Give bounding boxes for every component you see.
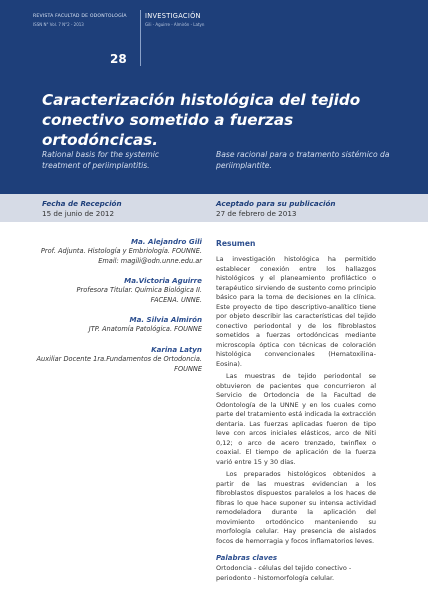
author-block bbox=[30, 276, 202, 305]
author-name: Ma. Alejandro Gili bbox=[130, 237, 202, 246]
subtitle-english: Rational basis for the systemic treatment of periimplantitis. bbox=[42, 150, 160, 170]
authors-column bbox=[30, 237, 202, 384]
received-date: 15 de junio de 2012 bbox=[42, 209, 115, 218]
accepted-label: Aceptado para su publicación bbox=[216, 199, 336, 208]
author-name: Ma. Silvia Almirón bbox=[129, 315, 202, 325]
author-name: Ma.Victoria Aguirre bbox=[124, 276, 202, 286]
author-affiliation: Profesora Titular. Química Biológica II. bbox=[76, 286, 202, 295]
accepted-date: 27 de febrero de 2013 bbox=[216, 209, 297, 218]
author-name: Karina Latyn bbox=[151, 344, 202, 354]
received-label: Fecha de Recepción bbox=[42, 199, 122, 208]
author-affiliation: Prof. Adjunta. Histología y Embriología. FOUNNE. bbox=[40, 247, 202, 255]
keywords-text: Ortodoncia - células del tejido conectivo - periodonto - histomorfología celular. bbox=[216, 564, 352, 582]
header-authors: Gili - Aguirre - Almirón - Latyn bbox=[145, 22, 205, 27]
author-email: Email: magili@odn.unne.edu.ar bbox=[98, 256, 202, 265]
author-affiliation: FOUNNE bbox=[174, 364, 202, 373]
author-affiliation: Auxiliar Docente 1ra.Fundamentos de Ortodoncia. bbox=[36, 354, 202, 363]
author-block bbox=[30, 345, 202, 374]
page-number: 28 bbox=[110, 52, 127, 66]
abstract-column bbox=[216, 239, 376, 583]
author-affiliation: FACENA. UNNE. bbox=[150, 295, 202, 304]
article-title: Caracterización histológica del tejido conectivo sometido a fuerzas ortodóncicas. bbox=[42, 91, 361, 149]
journal-name: REVISTA FACULTAD DE ODONTOLOGÍA bbox=[33, 14, 127, 19]
journal-info bbox=[33, 14, 127, 27]
section-label: INVESTIGACIÓN bbox=[145, 12, 201, 20]
author-affiliation: JTP. Anatomía Patológica. FOUNNE bbox=[88, 325, 202, 334]
header-band bbox=[0, 0, 428, 194]
abstract-paragraph: La investigación histológica ha permitido establecer conexión entre los hallazgos histológicos y el planeamiento profiláctico o terapéutico sirviendo de sustento como principio básico para la toma de decisiones en la clínica. Este proyecto de tipo descriptivo-analítico tiene por objeto describir las características del tejido conectivo periodontal y de los fibroblastos sometidos a fuerzas ortodóncicas mediante microscopía óptica con técnicas de coloración histológica convencionales (Hematoxilina-Eosina). bbox=[216, 255, 376, 368]
author-block bbox=[30, 237, 202, 266]
dates-band bbox=[0, 194, 428, 222]
journal-volume: ISSN N° Vol. 7 N°2 - 2013 bbox=[33, 22, 84, 27]
subtitle-portuguese: Base racional para o tratamento sistémico da periimplantite. bbox=[216, 150, 390, 170]
header-divider bbox=[140, 10, 141, 66]
abstract-paragraph: Los preparados histológicos obtenidos a partir de las muestras evidencian a los fibroblastos dispuestos paralelos a los haces de fibras lo que hace suponer su intensa actividad remodeladora durante la aplicación del movimiento ortodóncico manteniendo su morfología celular. Hay presencia de aislados focos de hemorragia y focos inflamatorios leves. bbox=[216, 470, 376, 545]
author-block bbox=[30, 315, 202, 335]
abstract-paragraph: Las muestras de tejido periodontal se obtuvieron de pacientes que concurrieron al Servicio de Ortodoncia de la Facultad de Odontología de la UNNE y en los cuales como parte del tratamiento está indicada la extracción dentaria. Las fuerzas aplicadas fueron de tipo leve con arcos iniciales elásticos, arco de Niti 0,12; o arco de acero trenzado, twinflex o coaxial. El tiempo de aplicación de la fuerza varió entre 15 y 30 días. bbox=[216, 372, 376, 466]
keywords-heading: Palabras claves bbox=[216, 554, 278, 562]
abstract-heading: Resumen bbox=[216, 239, 256, 248]
